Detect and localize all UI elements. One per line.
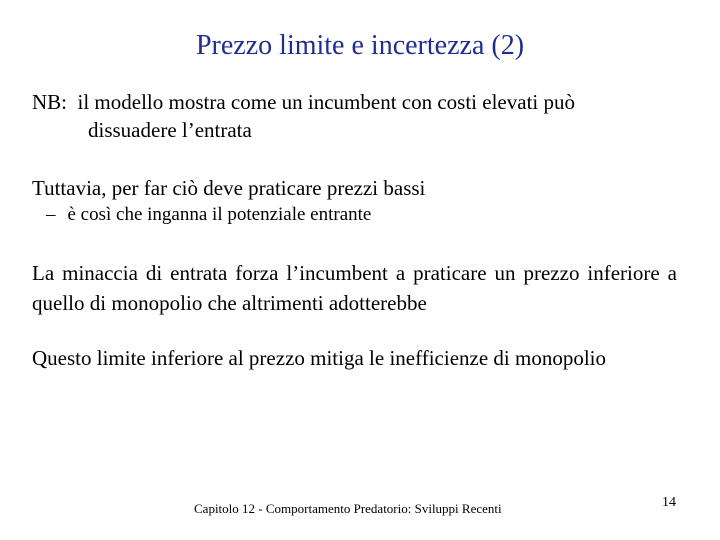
page-number: 14	[662, 495, 676, 510]
paragraph-tuttavia: Tuttavia, per far ciò deve praticare prezzi bassi	[32, 176, 426, 200]
nb-note	[32, 89, 575, 115]
sub-bullet	[46, 203, 371, 227]
nb-label: NB:	[32, 90, 68, 114]
nb-text-line2: dissuadere l’entrata	[88, 118, 252, 142]
sub-bullet-text: è così che inganna il potenziale entrante	[67, 204, 372, 225]
slide-footer: Capitolo 12 - Comportamento Predatorio: Sviluppi Recenti	[194, 501, 502, 516]
paragraph-limite: Questo limite inferiore al prezzo mitiga le inefficienze di monopolio	[32, 346, 607, 370]
slide-title: Prezzo limite e incertezza (2)	[195, 30, 525, 61]
sub-bullet-dash: –	[46, 204, 56, 225]
nb-text-line1: il modello mostra come un incumbent con costi elevati può	[77, 90, 575, 114]
paragraph-minaccia: La minaccia di entrata forza l’incumbent a praticare un prezzo inferiore a quello di monopolio che altrimenti adotterebbe	[32, 261, 677, 315]
